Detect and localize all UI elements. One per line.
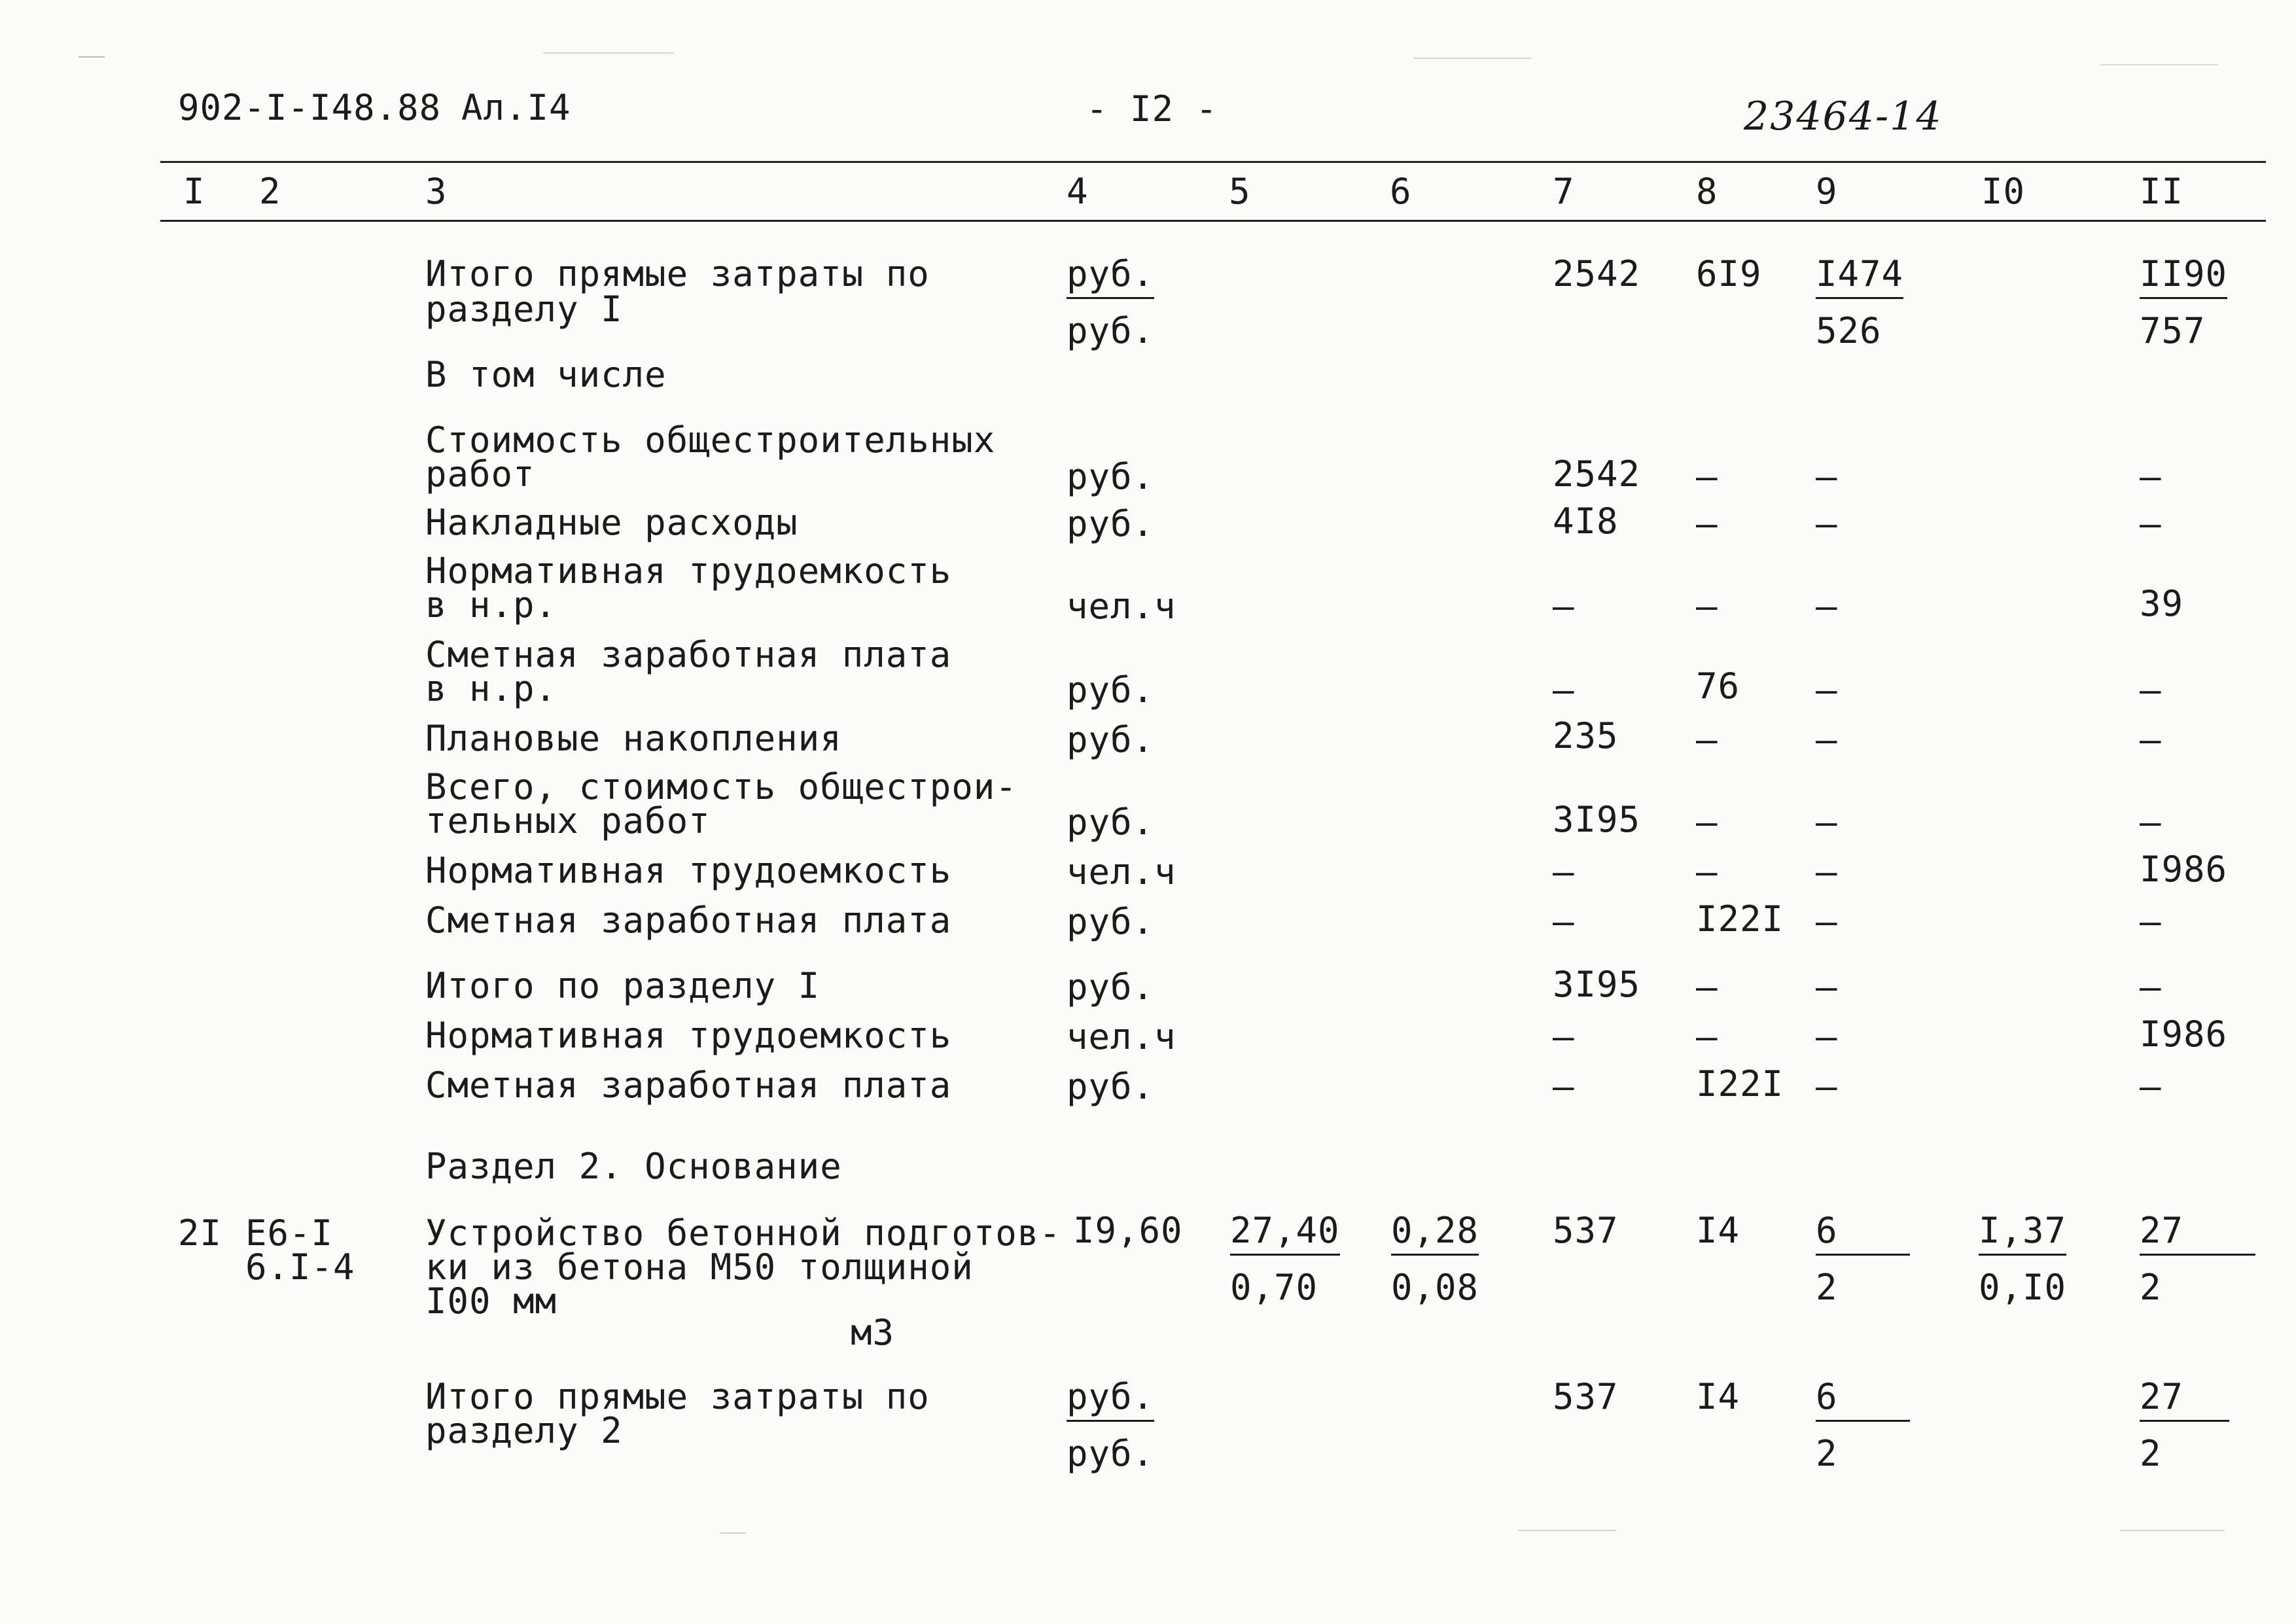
row-col10-fraction [1979,1210,2067,1308]
row-desc: В том числе [425,354,667,395]
row-col7: – [1553,901,1575,942]
row-col4: I9,60 [1073,1210,1183,1251]
row-col8: – [1696,966,1718,1008]
row-col9-fraction [1816,1210,1910,1308]
inventory-number: 23464-14 [1744,94,1943,139]
row-desc: Сметная заработная плата [425,634,952,675]
unit-denominator: руб. [1067,1433,1155,1474]
col-header-7: 7 [1553,171,1575,212]
row-col8: – [1696,1016,1718,1057]
row-col7: – [1553,851,1575,892]
row-col11: 39 [2140,583,2184,624]
col9-numerator: 6 [1816,1379,1910,1422]
col11-numerator: 27 [2140,1213,2255,1256]
row-col11-fraction [2140,1210,2255,1308]
row-col7: 3I95 [1553,964,1641,1005]
row-unit: чел.ч [1067,1016,1176,1057]
row-col7: 2542 [1553,453,1641,495]
col-header-6: 6 [1390,171,1412,212]
row-col9-fraction [1816,253,1904,351]
unit-denominator: руб. [1067,310,1155,351]
header-rule-bottom [160,220,2266,222]
row-desc: в н.р. [425,584,557,626]
row-col8: – [1696,503,1718,544]
row-desc: разделу I [425,289,623,330]
row-desc: Нормативная трудоемкость [425,550,952,591]
row-col8: I4 [1696,1210,1740,1251]
row-col9: – [1816,1066,1838,1107]
row-unit-fraction [1067,253,1155,351]
row-col8: I22I [1696,1063,1784,1104]
row-col9: – [1816,901,1838,942]
row-col9: – [1816,802,1838,843]
unit-numerator: руб. [1067,256,1154,299]
scan-speck [1413,58,1531,59]
row-col7: – [1553,669,1575,711]
row-unit: руб. [1067,1066,1155,1107]
col11-denominator: 757 [2140,310,2206,351]
col5-numerator: 27,40 [1230,1213,1340,1256]
row-col7: 4I8 [1553,501,1619,542]
row-col11: – [2140,719,2162,760]
row-col11: – [2140,503,2162,544]
row-unit: руб. [1067,966,1155,1008]
row-desc: разделу 2 [425,1410,623,1451]
row-desc: Сметная заработная плата [425,900,952,941]
row-col11: – [2140,1066,2162,1107]
col5-denominator: 0,70 [1230,1267,1318,1308]
row-col8: – [1696,851,1718,892]
row-col7: – [1553,1016,1575,1057]
scan-speck [720,1532,746,1534]
row-col9: – [1816,966,1838,1008]
row-desc: I00 мм [425,1280,557,1322]
col-header-10: I0 [1981,171,2026,212]
row-desc: Плановые накопления [425,718,842,759]
row-col8: – [1696,802,1718,843]
row-col8: – [1696,586,1718,627]
scan-speck [1518,1530,1616,1531]
row-col9: – [1816,719,1838,760]
row-unit: руб. [1067,669,1155,711]
row-unit: руб. [1067,503,1155,544]
unit-numerator: руб. [1067,1379,1154,1422]
doc-code: 902-I-I48.88 [178,87,442,128]
row-col9: – [1816,586,1838,627]
row-col9: – [1816,1016,1838,1057]
col6-numerator: 0,28 [1391,1213,1479,1256]
col-header-4: 4 [1067,171,1089,212]
row-col7: 3I95 [1553,799,1641,840]
col10-denominator: 0,I0 [1979,1267,2067,1308]
row-desc: в н.р. [425,668,557,709]
row-col11: I986 [2140,1014,2228,1055]
row-unit: руб. [1067,456,1155,497]
col-header-5: 5 [1229,171,1251,212]
row-col8: 6I9 [1696,253,1762,294]
row-desc: ки из бетона М50 толщиной [425,1246,974,1288]
row-col11: – [2140,966,2162,1008]
col-header-1: I [183,171,205,212]
row-col7: – [1553,586,1575,627]
row-desc: Нормативная трудоемкость [425,1015,952,1056]
sheet-label: Ал.I4 [461,87,571,128]
row-desc: Устройство бетонной подготов- [425,1212,1061,1254]
col-header-8: 8 [1696,171,1718,212]
row-col8: – [1696,456,1718,497]
col9-denominator: 2 [1816,1433,1838,1474]
row-desc: Итого прямые затраты по [425,1376,930,1417]
scan-speck [543,52,674,54]
row-desc: Сметная заработная плата [425,1065,952,1106]
page-number: - I2 - [1086,88,1218,130]
scan-speck [2120,1530,2225,1531]
header-rule-top [160,161,2266,163]
row-desc: работ [425,453,535,495]
row-col11-fraction [2140,253,2228,351]
row-desc: тельных работ [425,800,711,841]
col-header-11: II [2140,171,2184,212]
row-col7: 2542 [1553,253,1641,294]
row-desc: Стоимость общестроительных [425,419,996,461]
row-col8: I22I [1696,898,1784,940]
row-col11: – [2140,456,2162,497]
row-unit: чел.ч [1067,586,1176,627]
col11-denominator: 2 [2140,1433,2162,1474]
row-col7: 537 [1553,1376,1619,1417]
row-desc: Нормативная трудоемкость [425,850,952,891]
row-col11: – [2140,901,2162,942]
row-col1: 2I [178,1212,222,1254]
row-col9-fraction [1816,1376,1910,1474]
row-unit: м3 [851,1312,895,1353]
row-col11: – [2140,669,2162,711]
row-col11: I986 [2140,849,2228,890]
row-col9: – [1816,851,1838,892]
row-col5-fraction [1230,1210,1340,1308]
col9-numerator: I474 [1816,256,1903,299]
row-col9: – [1816,456,1838,497]
row-desc: Итого прямые затраты по [425,253,930,294]
row-unit-fraction [1067,1376,1155,1474]
row-col8: I4 [1696,1376,1740,1417]
row-unit: руб. [1067,802,1155,843]
row-col7: 537 [1553,1210,1619,1251]
scan-speck [79,56,105,58]
row-unit: руб. [1067,719,1155,760]
col-header-3: 3 [425,171,448,212]
col-header-2: 2 [259,171,281,212]
section-heading: Раздел 2. Основание [425,1146,842,1187]
row-unit: чел.ч [1067,851,1176,892]
row-col8: 76 [1696,665,1740,707]
row-desc: Всего, стоимость общестрои- [425,766,1017,807]
col11-denominator: 2 [2140,1267,2162,1308]
row-desc: Накладные расходы [425,502,798,543]
row-col8: – [1696,719,1718,760]
row-desc: Итого по разделу I [425,965,821,1006]
row-col2: 6.I-4 [245,1246,355,1288]
row-col6-fraction [1391,1210,1479,1308]
col10-numerator: I,37 [1979,1213,2066,1256]
col11-numerator: 27 [2140,1379,2229,1422]
col9-denominator: 526 [1816,310,1882,351]
row-col2: Е6-I [245,1212,334,1254]
scan-speck [2100,64,2218,65]
row-col9: – [1816,669,1838,711]
col9-denominator: 2 [1816,1267,1838,1308]
row-col11: – [2140,802,2162,843]
row-col7: 235 [1553,715,1619,756]
row-col11-fraction [2140,1376,2229,1474]
row-col7: – [1553,1066,1575,1107]
col11-numerator: II90 [2140,256,2227,299]
row-unit: руб. [1067,901,1155,942]
row-col9: – [1816,503,1838,544]
col-header-9: 9 [1816,171,1838,212]
col9-numerator: 6 [1816,1213,1910,1256]
col6-denominator: 0,08 [1391,1267,1479,1308]
